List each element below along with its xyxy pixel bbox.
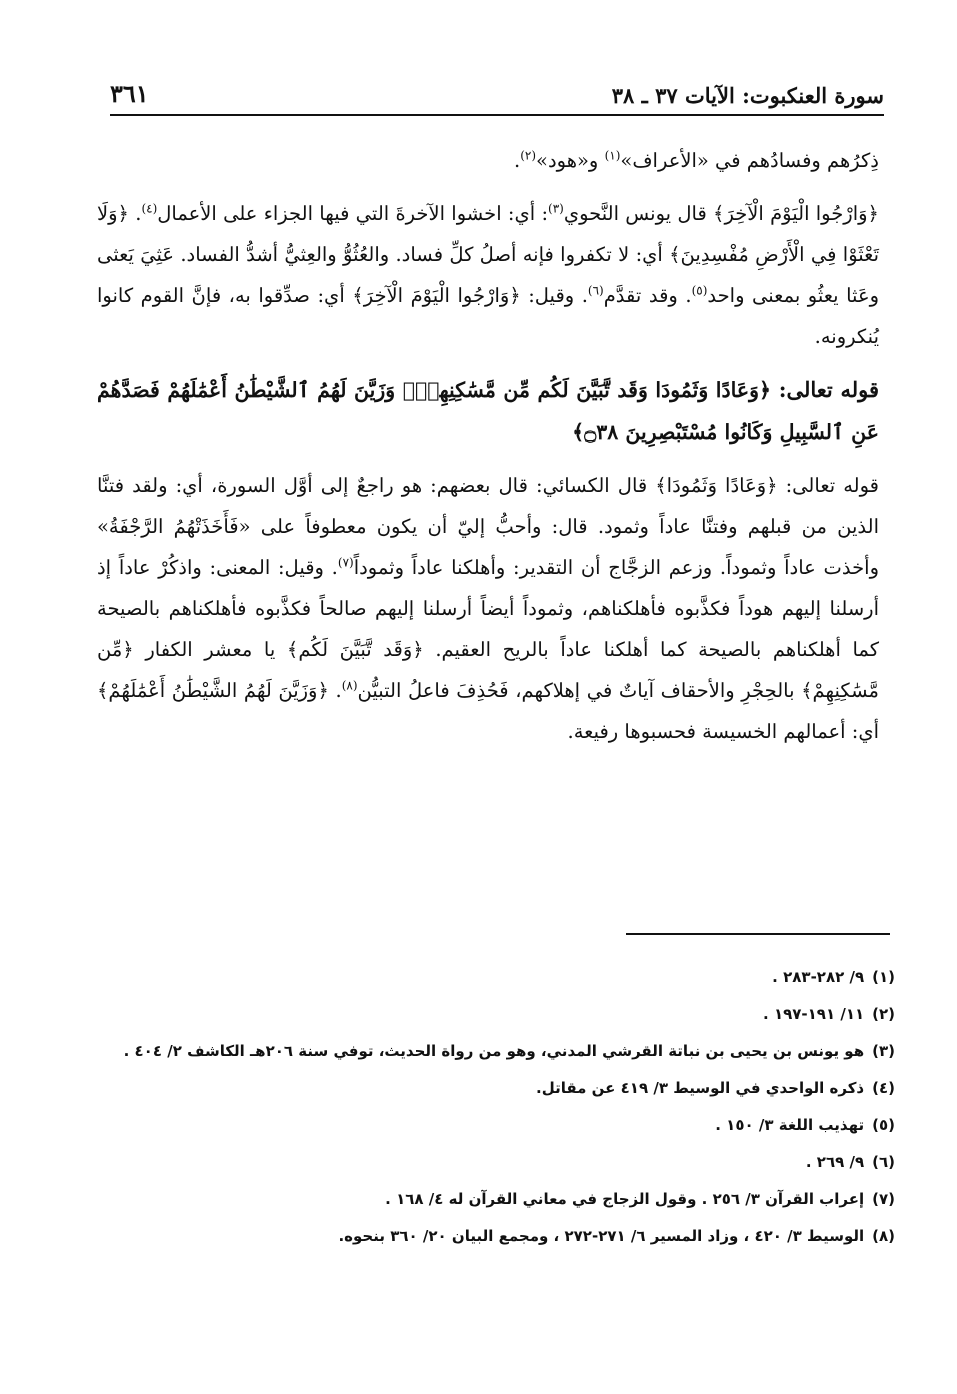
footnote-ref: (٥) bbox=[691, 283, 708, 298]
footnote-ref: (٨) bbox=[341, 678, 358, 693]
footnote-number: (٧) bbox=[872, 1190, 895, 1208]
footnote-item bbox=[95, 1036, 895, 1066]
footnote-ref: (٧) bbox=[337, 555, 354, 570]
footnote-number: (١) bbox=[872, 968, 895, 986]
footnote-ref: (٤) bbox=[141, 201, 158, 216]
paragraph-1 bbox=[97, 140, 879, 181]
footnote-item bbox=[95, 999, 895, 1029]
footnote-number: (٨) bbox=[872, 1227, 895, 1245]
footnote-item bbox=[95, 1147, 895, 1177]
footnote-number: (٢) bbox=[872, 1005, 895, 1023]
verse-text: ﴿وَعَادًا وَثَمُودَا وَقَد تَّبَيَّنَ لَكُم مِّن مَّسَٰكِنِهِمْۖ وَزَيَّنَ لَهُمُ ٱلشَّيْطَٰنُ أَعْمَٰلَهُمْ فَصَدَّهُمْ عَنِ ٱلسَّبِيلِ وَكَانُوا مُسْتَبْصِرِينَ ۝٣٨﴾ bbox=[97, 378, 879, 444]
footnote-ref: (١) bbox=[604, 148, 621, 163]
paragraph-3 bbox=[97, 465, 879, 752]
text-run: ﴿وَارْجُوا الْيَوْمَ الْآخِرَ﴾ قال يونس النَّحوي bbox=[563, 202, 879, 225]
footnote-number: (٥) bbox=[872, 1116, 895, 1134]
running-title: سورة العنكبوت: الآيات ٣٧ ـ ٣٨ bbox=[611, 83, 884, 108]
footnote-item bbox=[95, 1073, 895, 1103]
text-run: . bbox=[514, 149, 521, 172]
text-run: . وقيل: المعنى: واذكُرْ عاداً إذ أرسلنا إليهم هوداً فكذَّبوه فأهلكناهم، وثموداً أيضاً أرسلنا إليهم صالحاً فكذَّبوه فأهلكناهم بالصيحة كما أهلكناهم بالصيحة كما أهلكنا عاداً بالريح العقيم. ﴿وَقَد تَّبَيَّنَ لَكُم﴾ يا معشر الكفار ﴿مِّن مَّسَٰكِنِهِمْ﴾ بالحِجْرِ والأحقاف آياتٌ في إهلاكهم، فَحُذِفَ فاعلُ التبيُّن bbox=[97, 556, 879, 702]
footnote-number: (٣) bbox=[872, 1042, 895, 1060]
footnote-text: ذكره الواحدي في الوسيط ٣/ ٤١٩ عن مقاتل. bbox=[536, 1079, 865, 1097]
text-run: قوله تعالى: ﴿وَعَادًا وَثَمُودَا﴾ قال الكسائي: قال بعضهم: هو راجعٌ إلى أوَّل السورة، أي: ولقد فتنَّا الذين من قبلهم وفتنَّا عاداً وثمود. قال: وأحبُّ إليّ أن يكون معطوفاً على «فَأَخَذَتْهُمُ الرَّجْفَةُ» وأخذت عاداً وثموداً. وزعم الزجَّاج أن التقدير: وأهلكنا عاداً وثموداً bbox=[97, 474, 879, 579]
footnote-ref: (٣) bbox=[548, 201, 564, 216]
text-run: : أي: اخشوا الآخرةَ التي فيها الجزاء على الأعمال bbox=[157, 202, 549, 225]
footnote-item bbox=[95, 1184, 895, 1214]
footnote-text: إعراب القرآن ٣/ ٢٥٦ . وقول الزجاج في معاني القرآن له ٤/ ١٦٨ . bbox=[385, 1190, 865, 1208]
footnote-text: هو يونس بن يحيى بن نباتة القرشي المدني، وهو من رواة الحديث، توفي سنة ٢٠٦هـ الكاشف ٢/ ٤٠٤ . bbox=[123, 1042, 865, 1060]
footnote-text: ١١/ ١٩١-١٩٧ . bbox=[763, 1005, 865, 1023]
footnote-text: ٩/ ٢٦٩ . bbox=[805, 1153, 865, 1171]
text-run: . وقد تقدَّم bbox=[603, 284, 692, 307]
footnote-number: (٦) bbox=[872, 1153, 895, 1171]
text-run: . ﴿وَزَيَّنَ لَهُمُ الشَّيْطَٰنُ أَعْمَٰلَهُمْ﴾ أي: أعمالهم الخسيسة فحسبوها رفيعة. bbox=[97, 679, 879, 743]
footnote-text: الوسيط ٣/ ٤٢٠ ، وزاد المسير ٦/ ٢٧١-٢٧٢ ، ومجمع البيان ٢٠/ ٣٦٠ بنحوه. bbox=[338, 1227, 865, 1245]
paragraph-2 bbox=[97, 193, 879, 357]
footnote-item bbox=[95, 1110, 895, 1140]
footnote-divider bbox=[626, 933, 890, 935]
quran-verse-block bbox=[97, 369, 879, 453]
main-text bbox=[97, 140, 879, 764]
page-header bbox=[110, 66, 884, 116]
footnote-text: تهذيب اللغة ٣/ ١٥٠ . bbox=[715, 1116, 865, 1134]
footnote-ref: (٢) bbox=[520, 148, 537, 163]
footnote-item bbox=[95, 1221, 895, 1251]
text-run: . وقيل: ﴿وَارْجُوا الْيَوْمَ الْآخِرَ﴾ أي: صدِّقوا به، فإنَّ القوم كانوا يُنكرونه. bbox=[97, 284, 879, 348]
page-number: ٣٦١ bbox=[110, 79, 149, 108]
text-run: ذِكرُهم وفسادُهم في «الأعراف» bbox=[620, 149, 879, 172]
text-run: . ﴿وَلَا تَعْثَوْا فِي الْأَرْضِ مُفْسِدِينَ﴾ أي: لا تكفروا فإنه أصلُ كلِّ فساد. والعُثُوُّ والعِثيُّ أشدُّ الفساد. عَثِيَ يَعثى وعَثا يعثُو بمعنى واحد bbox=[97, 202, 879, 307]
footnote-item bbox=[95, 962, 895, 992]
footnote-text: ٩/ ٢٨٢-٢٨٣ . bbox=[772, 968, 865, 986]
footnote-number: (٤) bbox=[872, 1079, 895, 1097]
footnote-ref: (٦) bbox=[587, 283, 604, 298]
text-run: و«هود» bbox=[536, 149, 605, 172]
footnotes bbox=[95, 962, 895, 1258]
verse-lead: قوله تعالى: bbox=[771, 377, 879, 402]
